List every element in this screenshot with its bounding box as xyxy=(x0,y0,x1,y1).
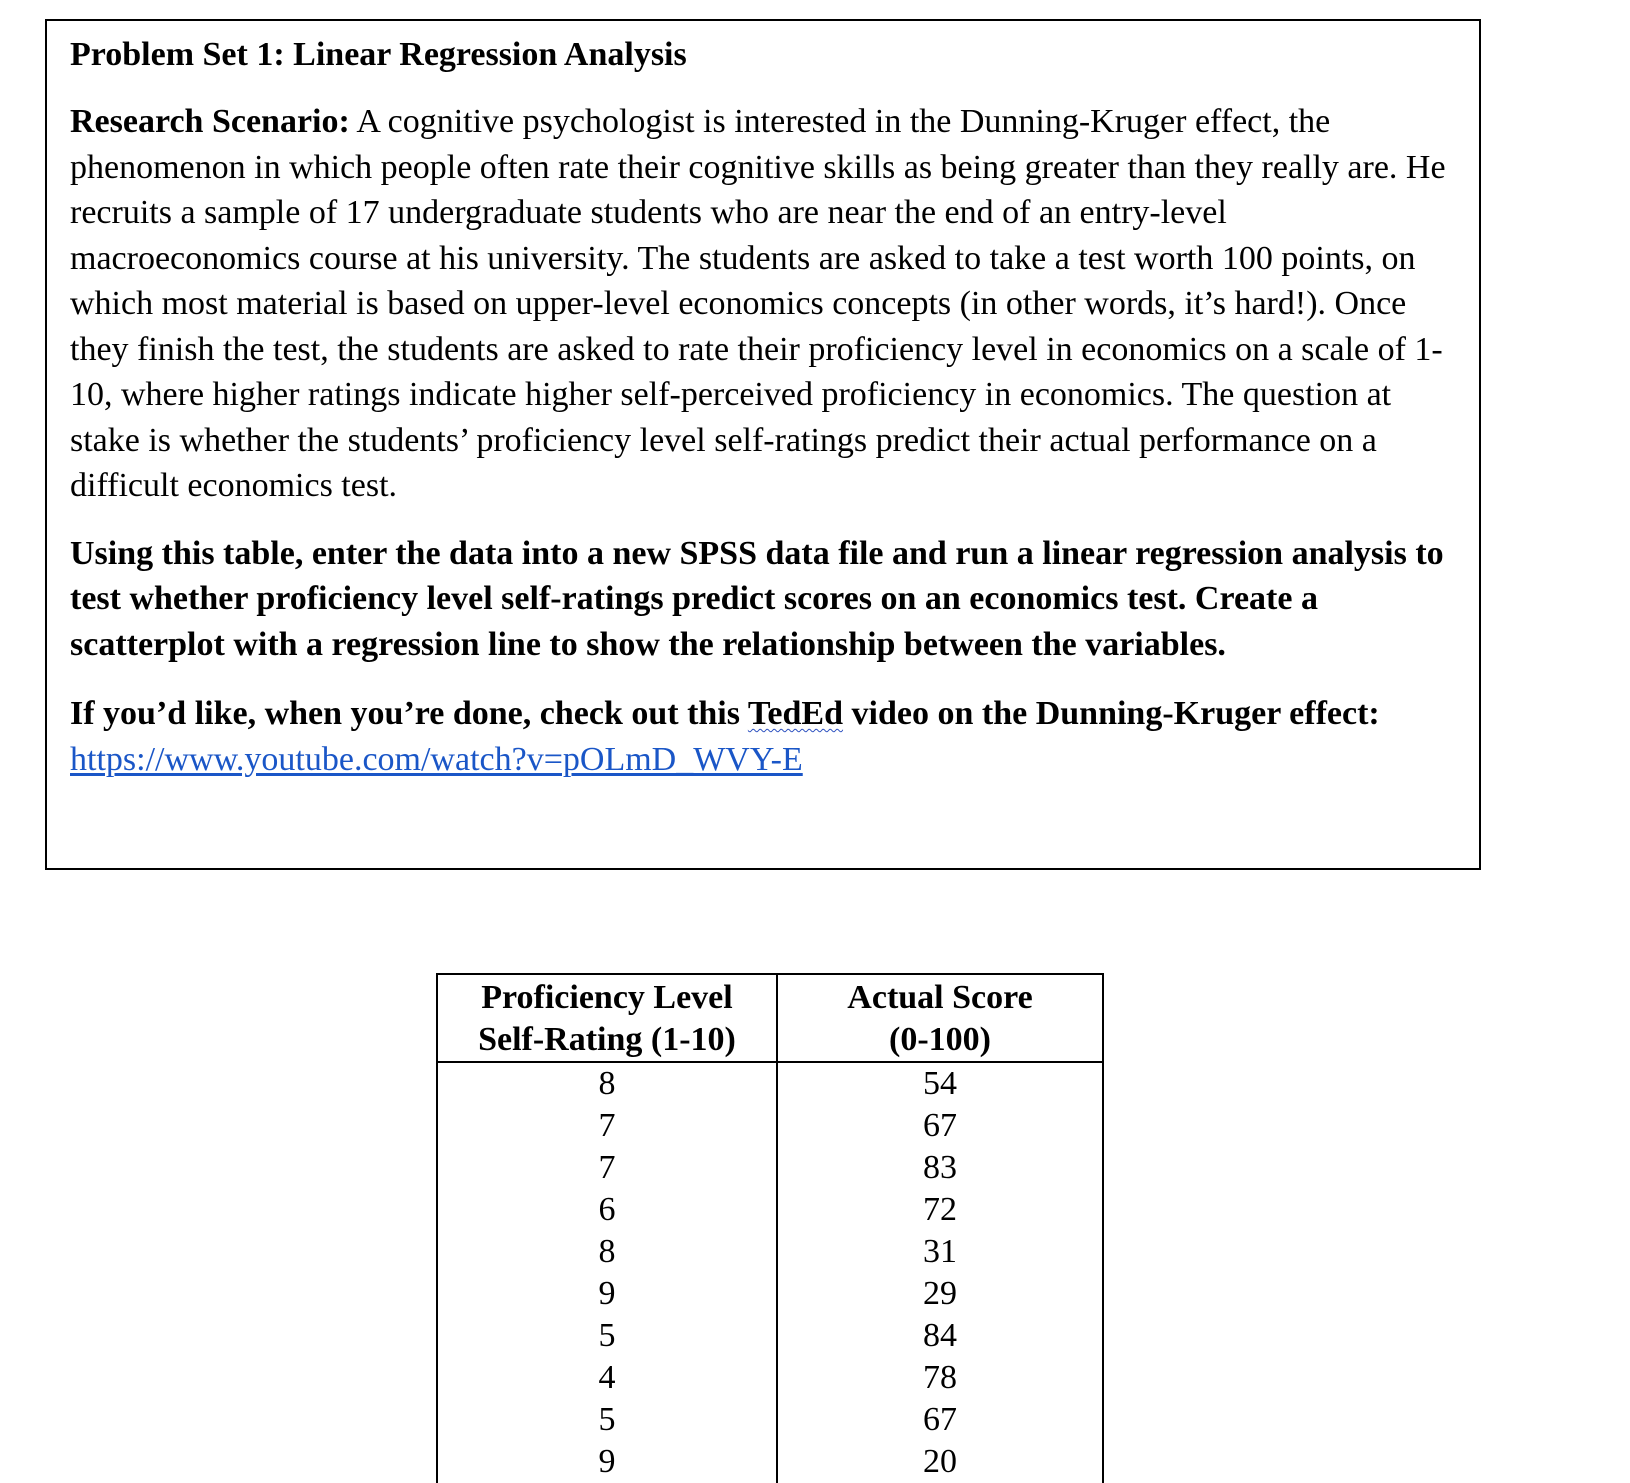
cell-score: 29 xyxy=(777,1273,1103,1315)
table-row xyxy=(437,1189,1103,1231)
cell-score: 72 xyxy=(777,1189,1103,1231)
table-row xyxy=(437,1441,1103,1483)
cell-rating: 4 xyxy=(437,1357,777,1399)
header-proficiency-line2: Self-Rating (1-10) xyxy=(478,1021,736,1058)
problem-title: Problem Set 1: Linear Regression Analysis xyxy=(70,36,687,73)
followup-text-after: video on the Dunning-Kruger effect: xyxy=(843,695,1380,732)
cell-score: 84 xyxy=(777,1315,1103,1357)
table-row xyxy=(437,1062,1103,1105)
scenario-text: A cognitive psychologist is interested in the Dunning-Kruger effect, the phenomenon in which people often rate their cognitive skills as being greater than they really are. He recruits a sample of 17 undergraduate students who are near the end of an entry-level macroeconomics course at his university. The students are asked to take a test worth 100 points, on which most material is based on upper-level economics concepts (in other words, it’s hard!). Once they finish the test, the students are asked to rate their proficiency level in economics on a scale of 1-10, where higher ratings indicate higher self-perceived proficiency in economics. The question at stake is whether the students’ proficiency level self-ratings predict their actual performance on a difficult economics test. xyxy=(70,103,1446,504)
header-score-line2: (0-100) xyxy=(889,1021,991,1058)
cell-rating: 9 xyxy=(437,1441,777,1483)
table-row xyxy=(437,1105,1103,1147)
cell-score: 31 xyxy=(777,1231,1103,1273)
followup-note xyxy=(70,691,1457,782)
scenario-label: Research Scenario: xyxy=(70,103,350,140)
tededed-word: TedEd xyxy=(747,695,844,732)
table-row xyxy=(437,1315,1103,1357)
table-row xyxy=(437,1147,1103,1189)
cell-score: 78 xyxy=(777,1357,1103,1399)
cell-rating: 6 xyxy=(437,1189,777,1231)
header-proficiency-line1: Proficiency Level xyxy=(481,979,733,1016)
table-row xyxy=(437,1273,1103,1315)
cell-rating: 9 xyxy=(437,1273,777,1315)
header-score xyxy=(777,974,1103,1062)
cell-score: 83 xyxy=(777,1147,1103,1189)
table-row xyxy=(437,1357,1103,1399)
cell-rating: 5 xyxy=(437,1315,777,1357)
cell-score: 67 xyxy=(777,1399,1103,1441)
followup-text-before: If you’d like, when you’re done, check out this xyxy=(70,695,748,732)
cell-rating: 8 xyxy=(437,1062,777,1105)
problem-box xyxy=(45,19,1481,870)
header-score-line1: Actual Score xyxy=(847,979,1033,1016)
cell-score: 67 xyxy=(777,1105,1103,1147)
data-table xyxy=(436,973,1104,1483)
instructions: Using this table, enter the data into a new SPSS data file and run a linear regression analysis to test whether proficiency level self-ratings predict scores on an economics test. Create a scatterplot with a regression line to show the relationship between the variables. xyxy=(70,534,1444,663)
table-row xyxy=(437,1399,1103,1441)
cell-rating: 7 xyxy=(437,1147,777,1189)
cell-score: 54 xyxy=(777,1062,1103,1105)
cell-rating: 5 xyxy=(437,1399,777,1441)
research-scenario xyxy=(70,99,1457,509)
youtube-link[interactable]: https://www.youtube.com/watch?v=pOLmD_WVY-E xyxy=(70,740,803,778)
table-header-row xyxy=(437,974,1103,1062)
header-proficiency xyxy=(437,974,777,1062)
cell-rating: 8 xyxy=(437,1231,777,1273)
table-row xyxy=(437,1231,1103,1273)
cell-score: 20 xyxy=(777,1441,1103,1483)
cell-rating: 7 xyxy=(437,1105,777,1147)
